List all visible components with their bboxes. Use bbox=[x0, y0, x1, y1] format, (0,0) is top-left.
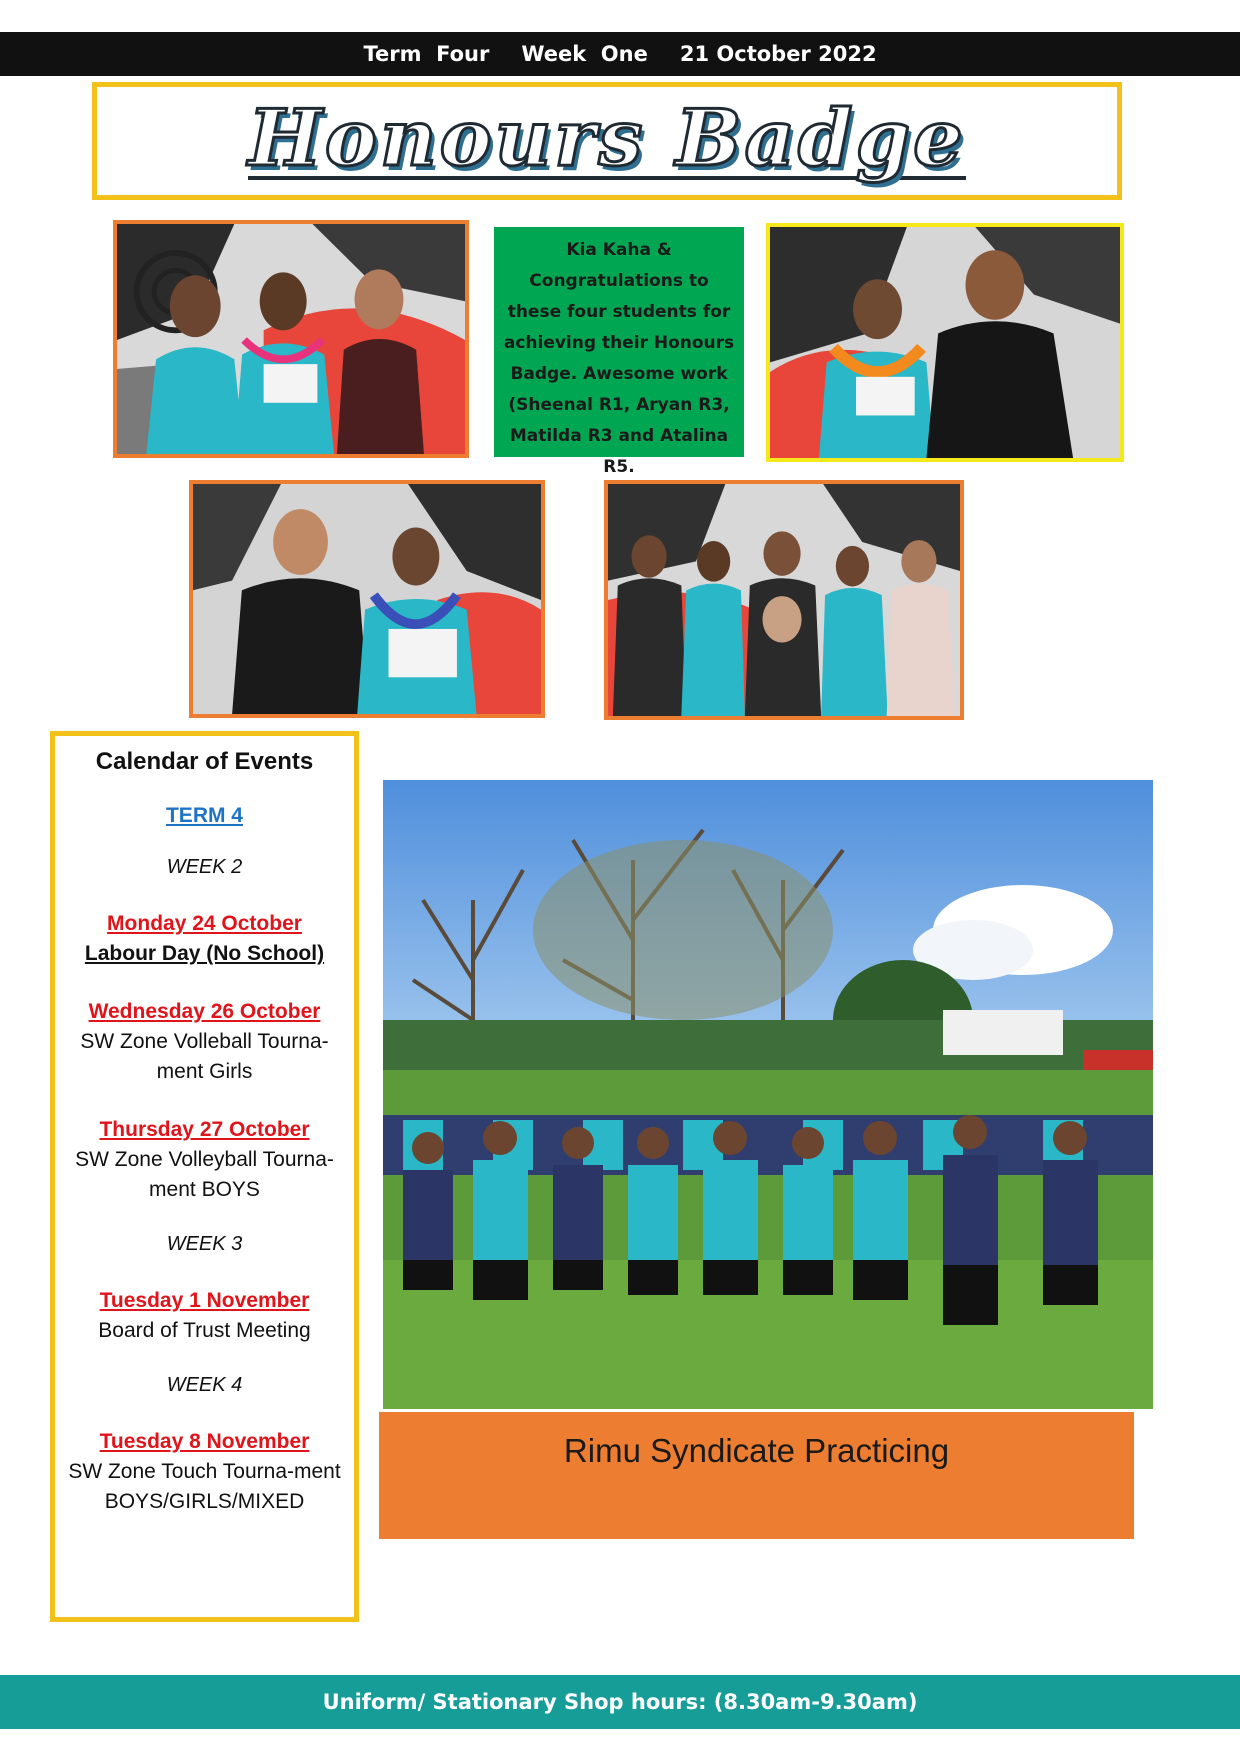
week-label: WEEK 3 bbox=[166, 1233, 243, 1255]
photo-honours-2 bbox=[766, 223, 1124, 462]
photo-honours-1 bbox=[113, 220, 469, 458]
event-item bbox=[55, 1427, 354, 1517]
page-title: Honours Badge bbox=[248, 92, 966, 184]
title-banner bbox=[92, 82, 1122, 200]
congratulations-text: Kia Kaha & Congratulations to these four students for achieving their Honours Badge. Awesome work (Sheenal R1, Aryan R3, Matilda R3 and Atalina R5. bbox=[503, 240, 735, 477]
photo-caption-box bbox=[379, 1412, 1134, 1539]
event-item bbox=[55, 997, 354, 1087]
photo-honours-3 bbox=[189, 480, 545, 718]
event-date: Wednesday 26 October bbox=[88, 1000, 321, 1023]
event-item bbox=[55, 909, 354, 969]
event-description: SW Zone Touch Tourna-ment BOYS/GIRLS/MIXED bbox=[68, 1460, 341, 1513]
footer-shop-hours: Uniform/ Stationary Shop hours: (8.30am-9.30am) bbox=[322, 1690, 918, 1714]
header-date: 21 October 2022 bbox=[679, 42, 877, 66]
term-link[interactable]: TERM 4 bbox=[165, 804, 243, 827]
event-description: SW Zone Volleball Tourna-ment Girls bbox=[80, 1030, 329, 1083]
event-item bbox=[55, 1115, 354, 1205]
header-bar bbox=[0, 32, 1240, 76]
header-term: Term Four bbox=[363, 42, 490, 66]
calendar-of-events bbox=[50, 731, 359, 1622]
event-description: Labour Day (No School) bbox=[84, 942, 325, 965]
event-date: Monday 24 October bbox=[107, 912, 302, 935]
event-description: Board of Trust Meeting bbox=[98, 1319, 311, 1342]
event-description: SW Zone Volleyball Tourna-ment BOYS bbox=[75, 1148, 334, 1201]
photo-caption: Rimu Syndicate Practicing bbox=[563, 1432, 950, 1469]
photo-rimu-syndicate bbox=[383, 780, 1153, 1409]
event-date: Thursday 27 October bbox=[99, 1118, 310, 1141]
photo-honours-4 bbox=[604, 480, 964, 720]
congratulations-box bbox=[494, 227, 744, 477]
week-label: WEEK 2 bbox=[166, 856, 243, 878]
event-date: Tuesday 1 November bbox=[99, 1289, 310, 1312]
footer-bar bbox=[0, 1675, 1240, 1729]
event-date: Tuesday 8 November bbox=[99, 1430, 310, 1453]
event-item bbox=[55, 1286, 354, 1346]
week-label: WEEK 4 bbox=[166, 1374, 243, 1396]
calendar-title: Calendar of Events bbox=[95, 748, 314, 775]
header-week: Week One bbox=[521, 42, 648, 66]
